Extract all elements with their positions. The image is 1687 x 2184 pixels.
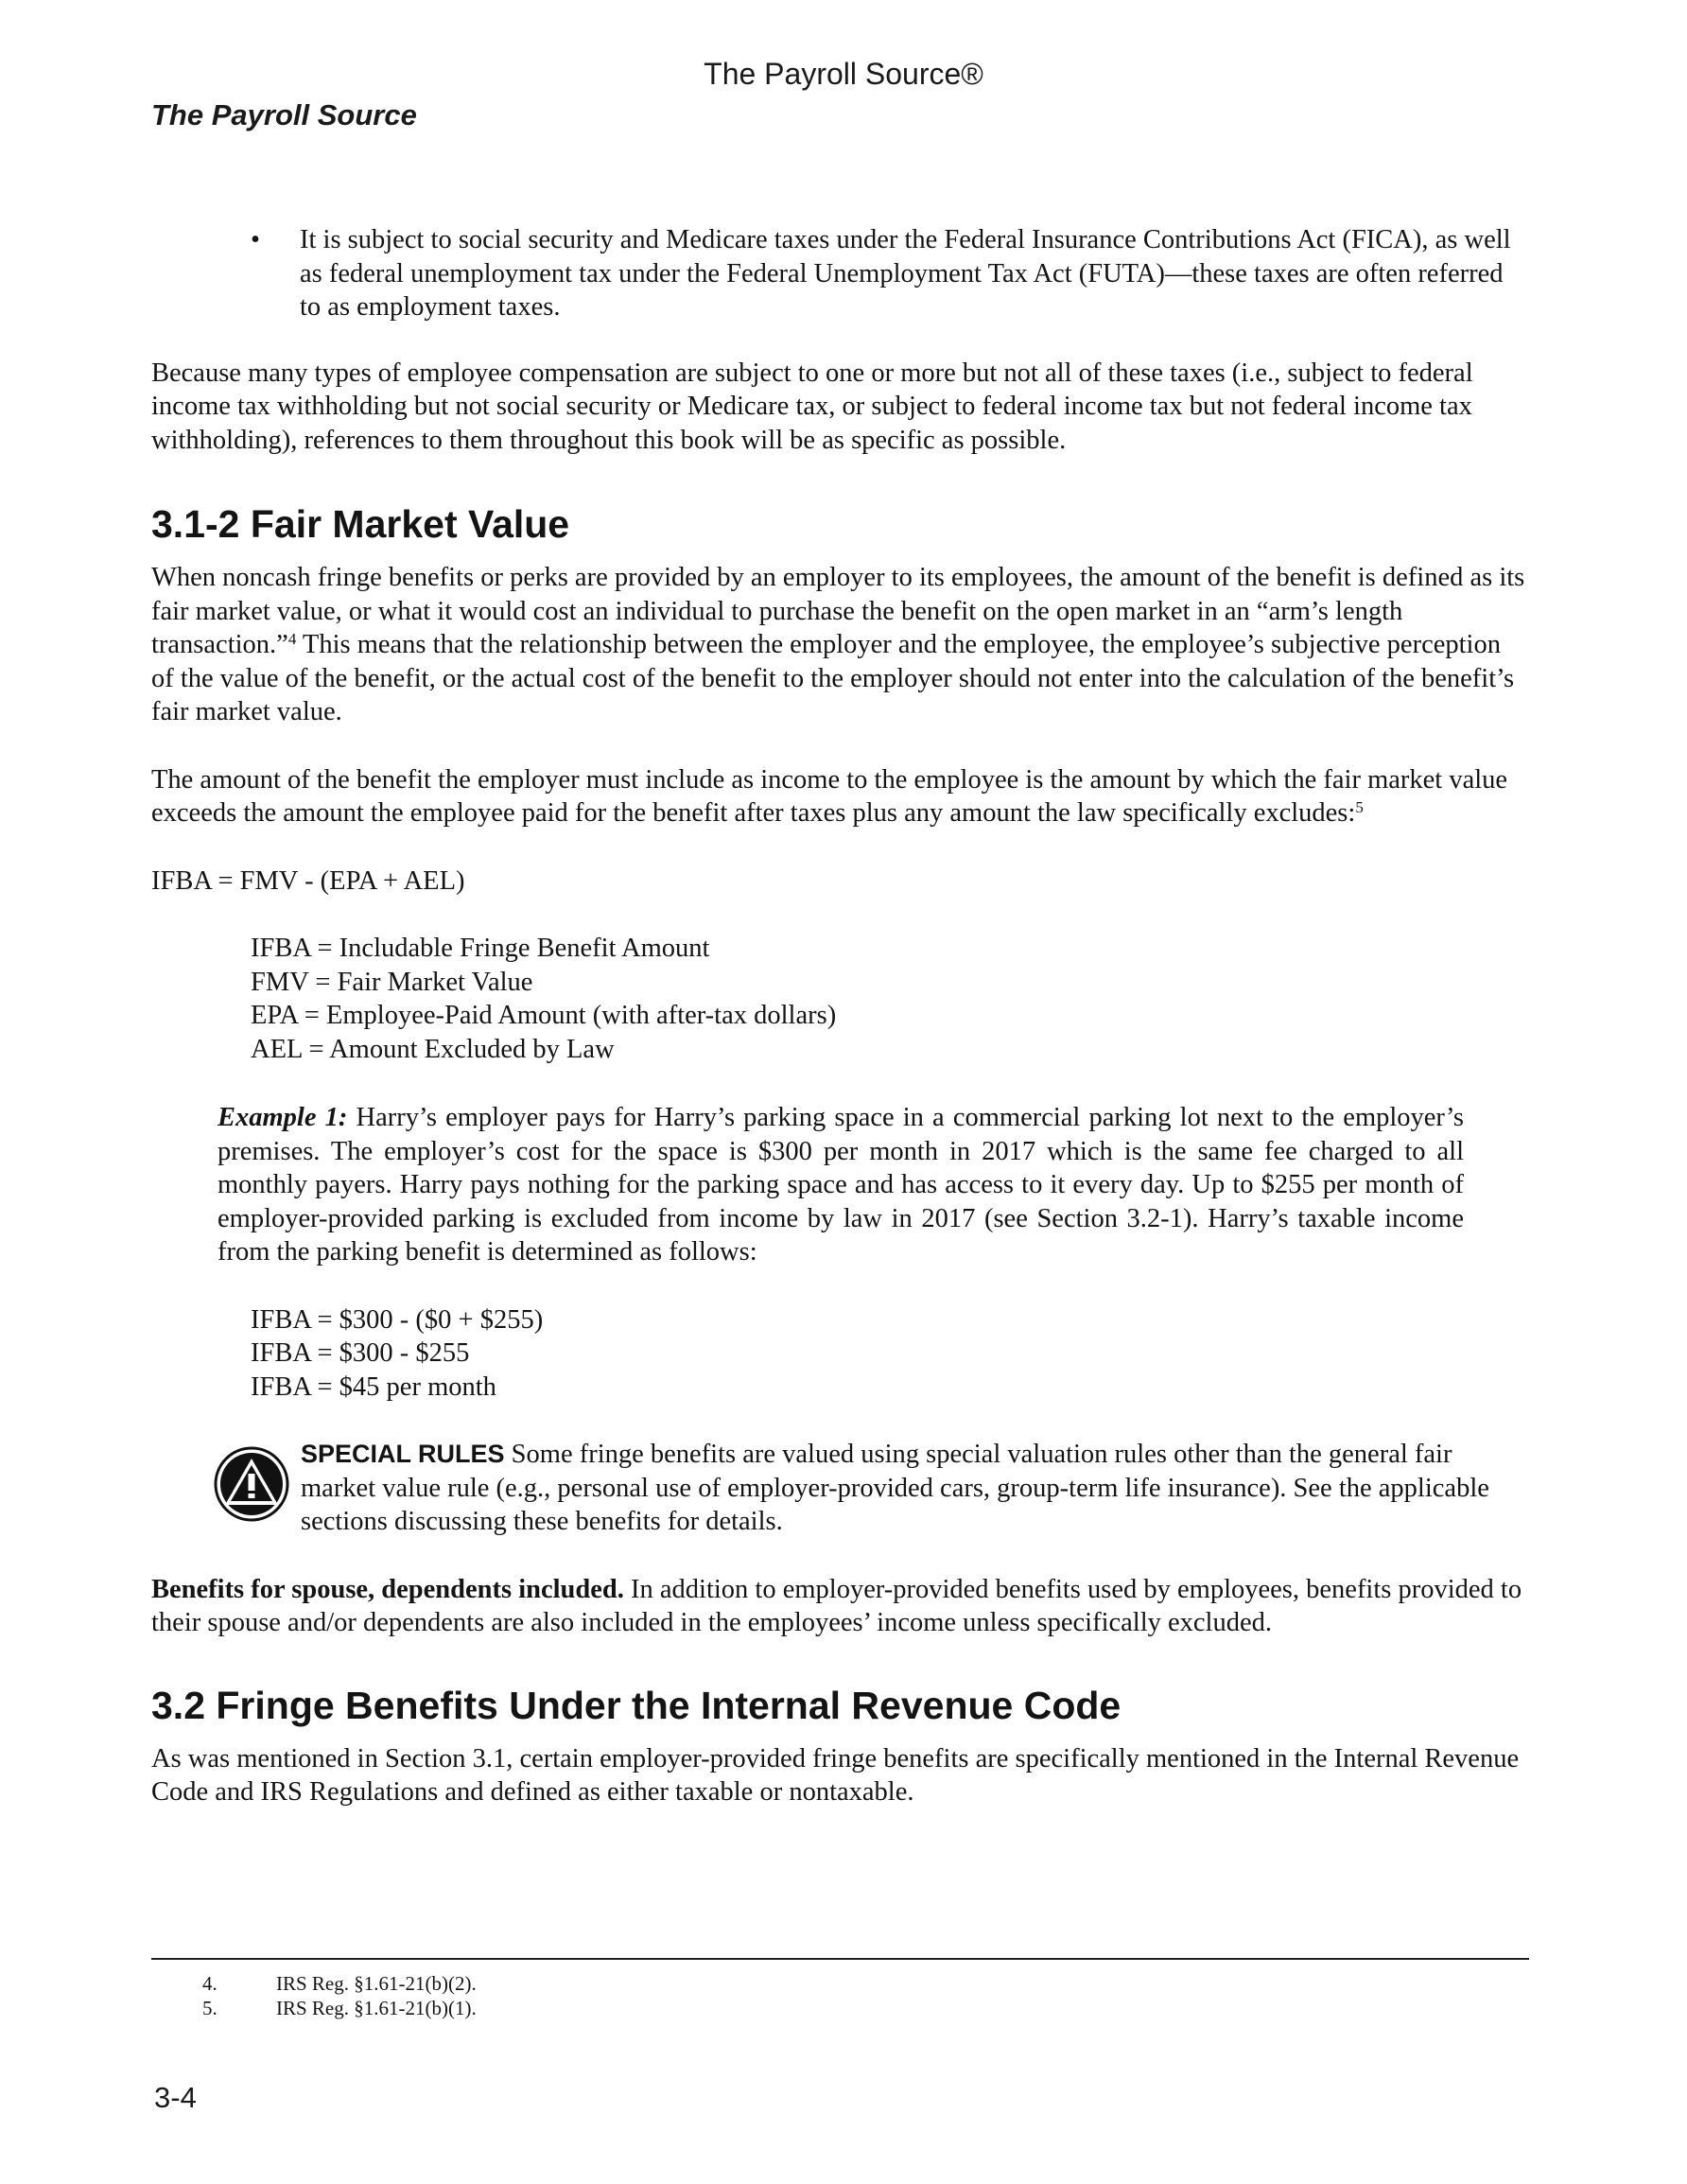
- intro-paragraph: Because many types of employee compensation are subject to one or more but not all of these taxes (i.e., subject to federal income tax withholding but not social security or Medicare tax, or subject to federal income tax but not federal income tax withholding), references to them throughout this book will be as specific as possible.: [151, 358, 1473, 455]
- footnote-number: 4.: [202, 1972, 217, 1995]
- bullet-item: [251, 223, 1529, 324]
- formula: IFBA = FMV - (EPA + AEL): [151, 865, 465, 896]
- footnote-divider: [151, 1958, 1529, 1960]
- example-text: Harry’s employer pays for Harry’s parking space in a commercial parking lot next to the employer’s premises. The employer’s cost for the space is $300 per month in 2017 which is the same fee charged to all monthly payers. Harry pays nothing for the parking space and has access to it every day. Up to $255 per month of employer-provided parking is excluded from income by law in 2017 (see Section 3.2-1). Harry’s taxable income from the parking benefit is determined as follows:: [217, 1103, 1464, 1267]
- book-title-header: The Payroll Source: [151, 98, 417, 131]
- footnote-number: 5.: [202, 1997, 217, 2019]
- spouse-dependents-lead: Benefits for spouse, dependents included.: [151, 1574, 624, 1604]
- example-1: [217, 1101, 1464, 1269]
- bullet-text: It is subject to social security and Medicare taxes under the Federal Insurance Contributions Act (FICA), as well as federal unemployment tax under the Federal Unemployment Tax Act (FUTA)—these taxes are often referred to as employment taxes.: [300, 225, 1511, 322]
- bullet-icon: •: [251, 225, 260, 254]
- fmv-paragraph-1-cont: This means that the relationship between the employer and the employee, the employee’s subjective perception of the value of the benefit, or the actual cost of the benefit to the employer should not enter into the calculation of the benefit’s fair market value.: [151, 630, 1515, 726]
- fmv-paragraph-1-text: When noncash fringe benefits or perks are provided by an employer to its employees, the amount of the benefit is defined as its fair market value, or what it would cost an individual to purchase the benefit on the open market in an “arm’s length transaction.”: [151, 563, 1525, 659]
- spouse-dependents-text: In addition to employer-provided benefits used by employees, benefits provided to their spouse and/or dependents are also included in the employees’ income unless specifically excluded.: [151, 1574, 1522, 1637]
- footnotes: [202, 1971, 477, 2020]
- fmv-paragraph-2-text: The amount of the benefit the employer must include as income to the employee is the amount by which the fair market value exceeds the amount the employee paid for the benefit after taxes plus any amount the law specifically excludes:: [151, 764, 1508, 828]
- definition-line: AEL = Amount Excluded by Law: [251, 1034, 615, 1064]
- fmv-paragraph-2: [151, 763, 1529, 830]
- definition-line: IFBA = Includable Fringe Benefit Amount: [251, 934, 710, 963]
- special-rules-text: [301, 1438, 1530, 1539]
- footnote-item: [202, 1996, 477, 2020]
- main-content: [151, 223, 1529, 1809]
- spouse-dependents-paragraph: [151, 1573, 1529, 1640]
- fmv-paragraph-1: [151, 561, 1529, 729]
- definition-line: FMV = Fair Market Value: [251, 967, 533, 997]
- formula-definitions: [251, 932, 1529, 1066]
- special-rules-body: Some fringe benefits are valued using special valuation rules other than the general fair market value rule (e.g., personal use of employer-provided cars, group-term life insurance). See the applicable sections discussing these benefits for details.: [301, 1440, 1489, 1536]
- calculation-line: IFBA = $45 per month: [251, 1372, 496, 1402]
- special-rules-note: [301, 1438, 1530, 1539]
- footnote-text: IRS Reg. §1.61-21(b)(2).: [276, 1972, 477, 1995]
- section-heading-fair-market-value: 3.1-2 Fair Market Value: [151, 502, 570, 546]
- calculation-line: IFBA = $300 - ($0 + $255): [251, 1304, 544, 1335]
- running-title: The Payroll Source®: [704, 57, 983, 91]
- page-number: 3-4: [154, 2081, 197, 2114]
- special-rules-label: SPECIAL RULES: [301, 1440, 505, 1468]
- calculation-line: IFBA = $300 - $255: [251, 1338, 470, 1368]
- example-calculation: [251, 1303, 1529, 1405]
- footnote-ref[interactable]: 5: [1355, 798, 1364, 816]
- warning-icon: [213, 1445, 290, 1523]
- example-label: Example 1:: [217, 1103, 348, 1132]
- definition-line: EPA = Employee-Paid Amount (with after-tax dollars): [251, 1001, 837, 1030]
- footnote-item: [202, 1971, 477, 1996]
- footnote-ref[interactable]: 4: [287, 630, 297, 648]
- footnote-text: IRS Reg. §1.61-21(b)(1).: [276, 1997, 477, 2019]
- irc-paragraph: As was mentioned in Section 3.1, certain employer-provided fringe benefits are specifically mentioned in the Internal Revenue Code and IRS Regulations and defined as either taxable or nontaxable.: [151, 1743, 1520, 1807]
- section-heading-irc: 3.2 Fringe Benefits Under the Internal Revenue Code: [151, 1683, 1122, 1727]
